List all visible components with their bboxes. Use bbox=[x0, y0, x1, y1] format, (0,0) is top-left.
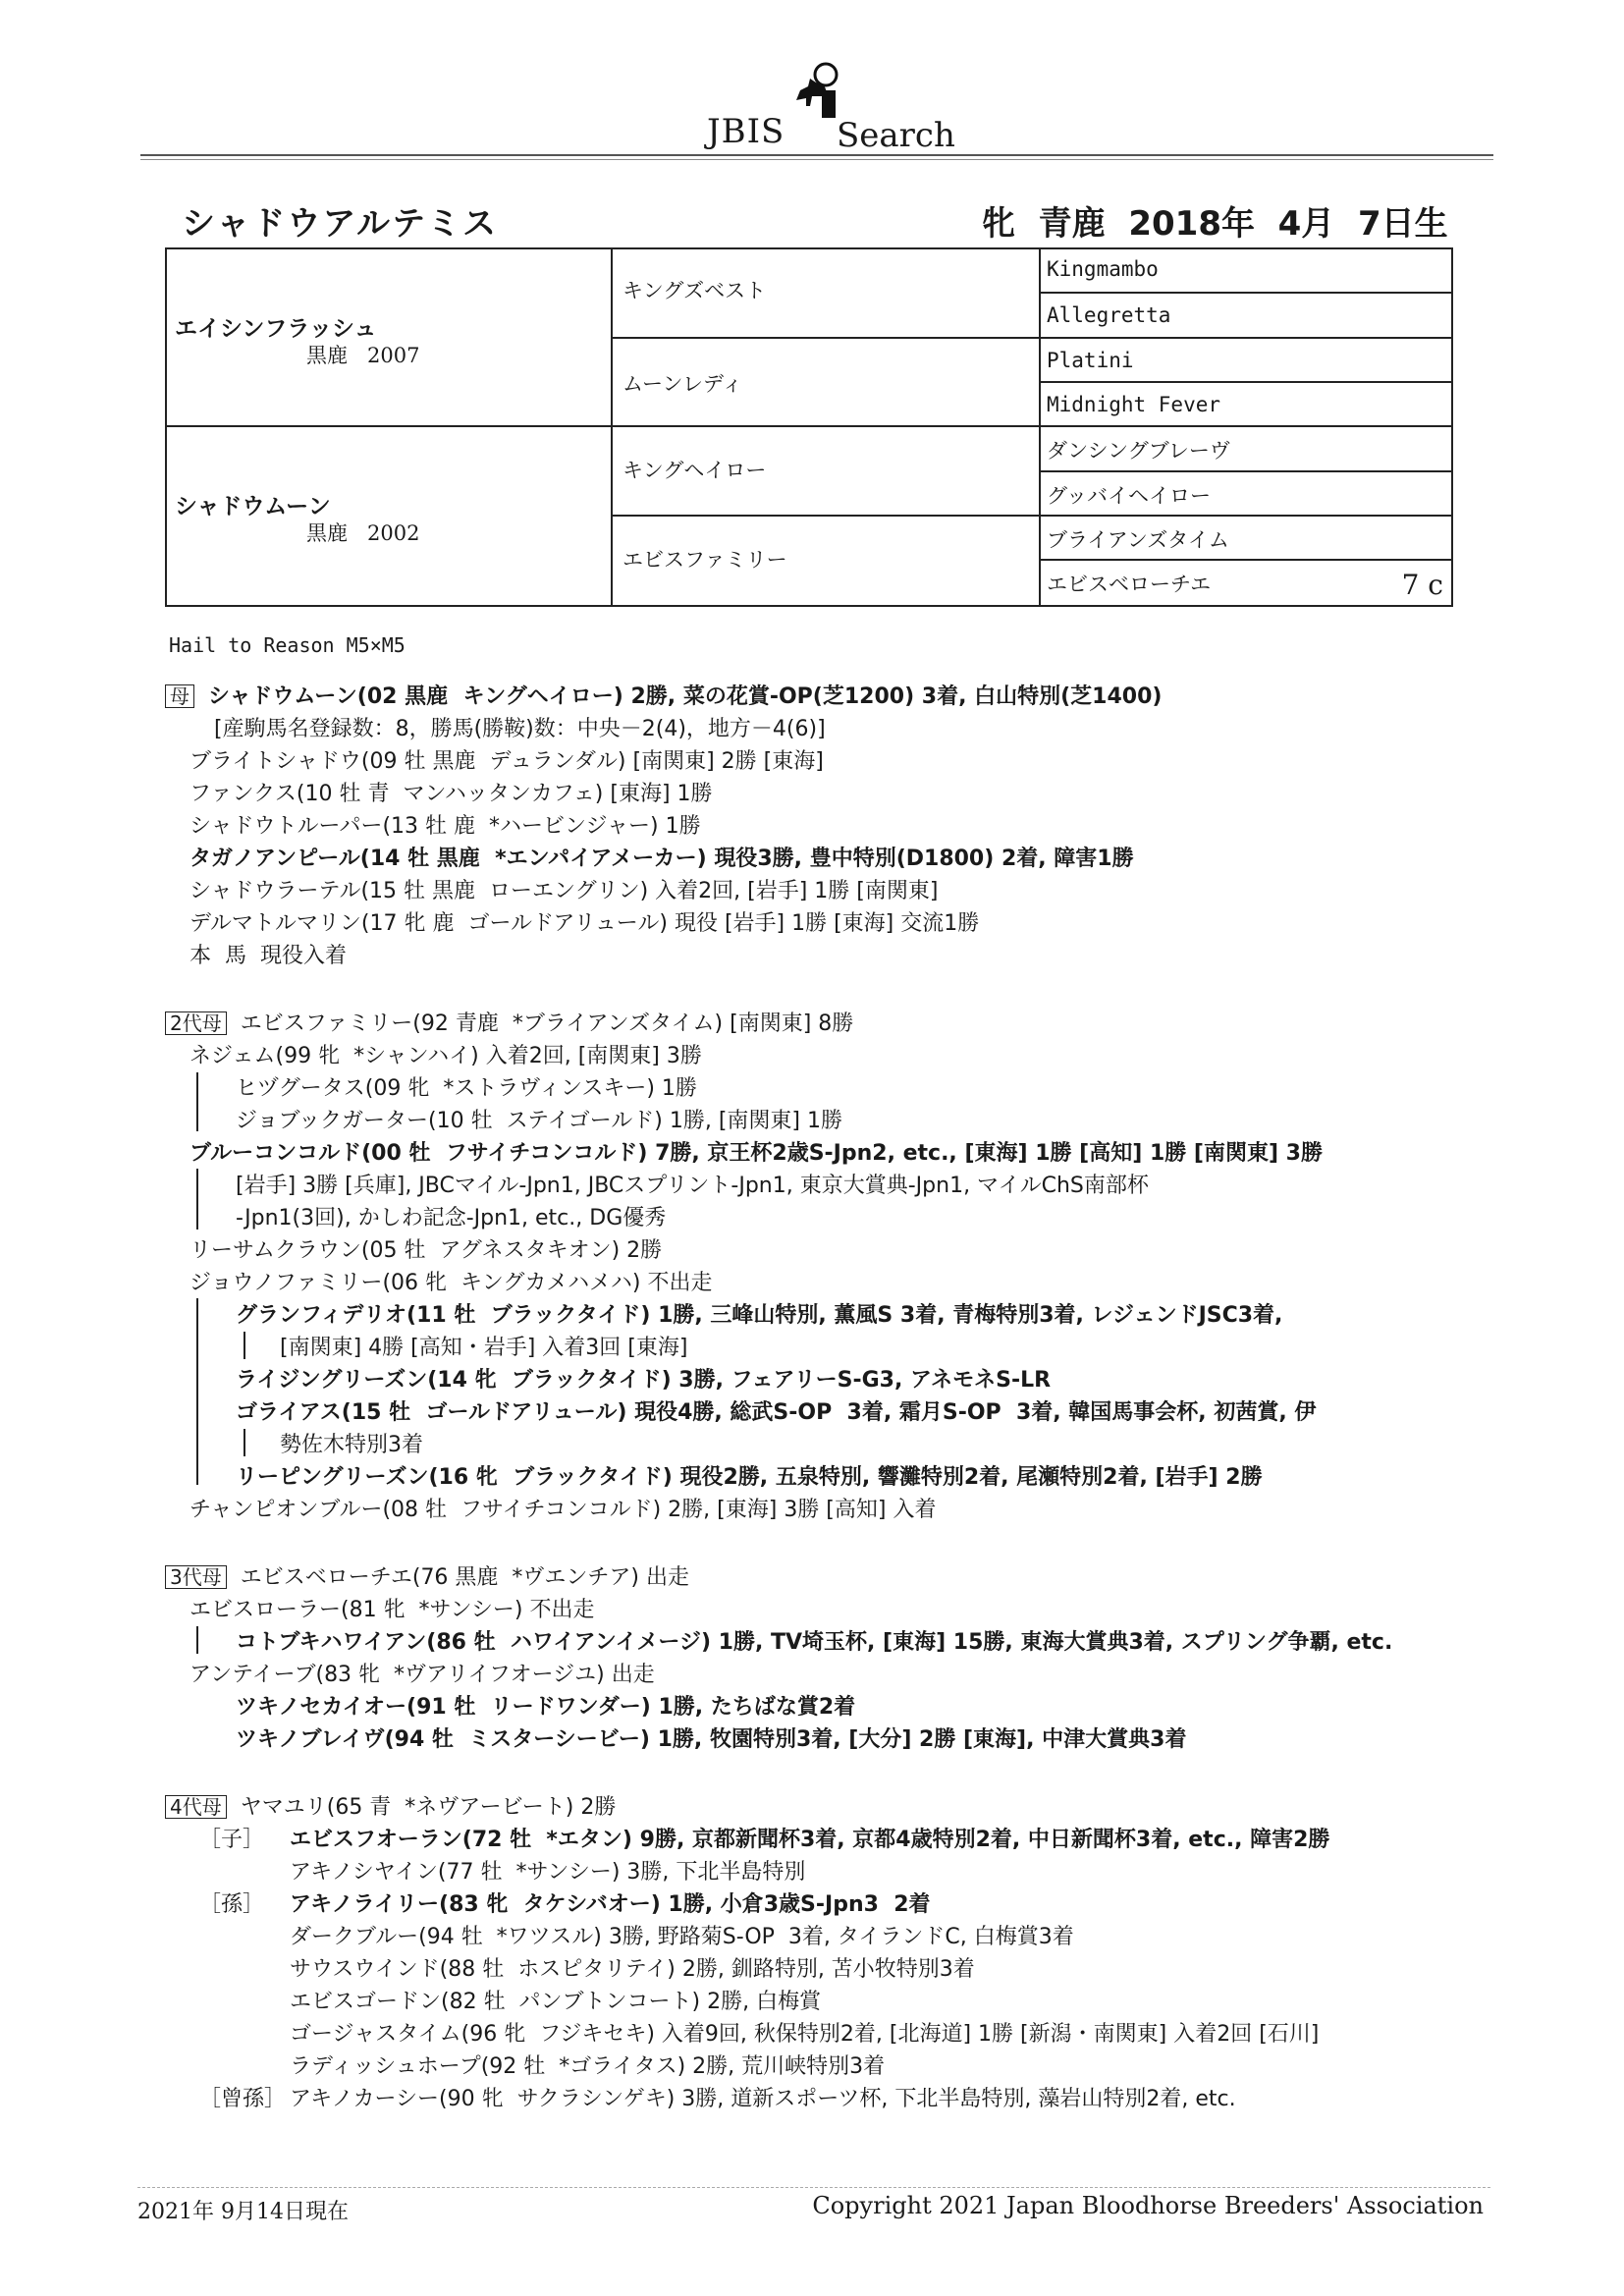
list-item: シャドウラーテル(15 牡 黒鹿 ローエングリン) 入着2回, [岩手] 1勝 [南関東] bbox=[189, 879, 939, 903]
pedigree-gen3-cell bbox=[1041, 427, 1451, 472]
footer-rule bbox=[137, 2187, 1490, 2188]
list-item: エビスゴードン(82 牡 パンブトンコート) 2勝, 白梅賞 bbox=[290, 1990, 822, 2014]
list-item: チャンピオンブルー(08 牡 フサイチコンコルド) 2勝, [東海] 3勝 [高知] 入着 bbox=[189, 1498, 937, 1522]
dam-cell bbox=[167, 427, 613, 605]
generation-label-great-grandchild: ［曾孫］ bbox=[199, 2087, 287, 2111]
dam-section-heading bbox=[165, 684, 1162, 710]
logo-search-text: Search bbox=[837, 116, 955, 155]
list-item-continued: 勢佐木特別3着 bbox=[280, 1433, 423, 1457]
tree-connector bbox=[244, 1429, 245, 1456]
footer-date: 2021年 9月14日現在 bbox=[137, 2200, 349, 2224]
footer-copyright: Copyright 2021 Japan Bloodhorse Breeders' Association bbox=[812, 2192, 1484, 2219]
list-item: ネジェム(99 牝 *シャンハイ) 入着2回, [南関東] 3勝 bbox=[189, 1044, 702, 1068]
list-item: タガノアンピール(14 牡 黒鹿 *エンパイアメーカー) 現役3勝, 豊中特別(D1800) 2着, 障害1勝 bbox=[189, 847, 1134, 871]
gen2-name: キングヘイロー bbox=[623, 459, 767, 482]
section-head: エビスベローチエ(76 黒鹿 *ヴエンチア) 出走 bbox=[240, 1565, 689, 1590]
list-item: ライジングリーズン(14 牝 ブラックタイド) 3勝, フェアリーS-G3, アネモネS-LR bbox=[236, 1368, 1052, 1393]
family-number: 7 c bbox=[1401, 569, 1443, 601]
gen3-name: Midnight Fever bbox=[1047, 393, 1221, 416]
pedigree-gen2-cell bbox=[613, 249, 1041, 339]
section-head: エビスファミリー(92 青鹿 *ブライアンズタイム) [南関東] 8勝 bbox=[240, 1011, 854, 1036]
list-item-continued: [岩手] 3勝 [兵庫], JBCマイル-Jpn1, JBCスプリント-Jpn1, 東京大賞典-Jpn1, マイルChS南部杯 bbox=[236, 1174, 1149, 1198]
list-item: グランフィデリオ(11 牡 ブラックタイド) 1勝, 三峰山特別, 薫風S 3着, 青梅特別3着, レジェンドJSC3着, bbox=[236, 1303, 1283, 1328]
section-head: ヤマユリ(65 青 *ネヴアービート) 2勝 bbox=[240, 1795, 617, 1820]
list-item: ツキノセカイオー(91 牡 リードワンダー) 1勝, たちばな賞2着 bbox=[236, 1695, 856, 1720]
gen3-name: Allegretta bbox=[1047, 303, 1171, 327]
list-item: ブライトシャドウ(09 牡 黒鹿 デュランダル) [南関東] 2勝 [東海] bbox=[189, 749, 824, 774]
section-tag: 4代母 bbox=[165, 1795, 227, 1819]
generation-label-grandchild: ［孫］ bbox=[199, 1892, 265, 1917]
tree-connector bbox=[196, 1298, 198, 1485]
list-item: ブルーコンコルド(00 牡 フサイチコンコルド) 7勝, 京王杯2歳S-Jpn2, etc., [東海] 1勝 [高知] 1勝 [南関東] 3勝 bbox=[189, 1141, 1323, 1166]
list-item: デルマトルマリン(17 牝 鹿 ゴールドアリュール) 現役 [岩手] 1勝 [東海] 交流1勝 bbox=[189, 911, 980, 936]
gen3-name: ブライアンズタイム bbox=[1047, 528, 1229, 552]
list-item: ヒヅグータス(09 牝 *ストラヴィンスキー) 1勝 bbox=[236, 1076, 697, 1101]
header-rule bbox=[140, 154, 1493, 156]
pedigree-gen3-cell bbox=[1041, 561, 1451, 605]
tree-connector bbox=[196, 1626, 198, 1654]
pedigree-gen3-cell bbox=[1041, 249, 1451, 294]
list-item: シャドウトルーパー(13 牡 鹿 *ハービンジャー) 1勝 bbox=[189, 814, 701, 839]
sire-cell bbox=[167, 249, 613, 427]
list-item: リーピングリーズン(16 牝 ブラックタイド) 現役2勝, 五泉特別, 響灘特別2着, 尾瀬特別2着, [岩手] 2勝 bbox=[236, 1465, 1263, 1490]
list-item: リーサムクラウン(05 牡 アグネスタキオン) 2勝 bbox=[189, 1238, 663, 1263]
generation-label-child: ［子］ bbox=[199, 1828, 265, 1852]
list-item: サウスウインド(88 牡 ホスピタリテイ) 2勝, 釧路特別, 苫小牧特別3着 bbox=[290, 1957, 975, 1982]
section-tag: 2代母 bbox=[165, 1011, 227, 1035]
gen3-name: Kingmambo bbox=[1047, 257, 1159, 281]
pedigree-table bbox=[165, 247, 1453, 607]
list-item: ツキノブレイヴ(94 牡 ミスターシービー) 1勝, 牧園特別3着, [大分] 2勝 [東海], 中津大賞典3着 bbox=[236, 1727, 1187, 1752]
gen3-name: Platini bbox=[1047, 349, 1134, 372]
list-item: エビスフオーラン(72 牡 *エタン) 9勝, 京都新聞杯3着, 京都4歳特別2着, 中日新聞杯3着, etc., 障害2勝 bbox=[290, 1828, 1330, 1852]
list-item: ダークブルー(94 牡 *ワツスル) 3勝, 野路菊S-OP 3着, タイランドC, 白梅賞3着 bbox=[290, 1925, 1074, 1949]
gen3-name: グッバイヘイロー bbox=[1047, 484, 1211, 508]
header-rule-thin bbox=[140, 159, 1493, 160]
dam-detail: 黒鹿 2002 bbox=[306, 521, 420, 545]
section-head: シャドウムーン(02 黒鹿 キングヘイロー) 2勝, 菜の花賞-OP(芝1200) 3着, 白山特別(芝1400) bbox=[208, 684, 1163, 709]
list-item: エビスローラー(81 牝 *サンシー) 不出走 bbox=[189, 1598, 595, 1622]
pedigree-gen3-cell bbox=[1041, 294, 1451, 339]
pedigree-gen2-cell bbox=[613, 427, 1041, 517]
horse-sex-color-birthdate: 牝 青鹿 2018年 4月 7日生 bbox=[982, 204, 1448, 244]
section-tag: 母 bbox=[165, 684, 194, 708]
fourth-dam-heading bbox=[165, 1795, 616, 1821]
gen2-name: ムーンレディ bbox=[623, 372, 743, 396]
third-dam-heading bbox=[165, 1565, 689, 1591]
list-item: アキノライリー(83 牝 タケシバオー) 1勝, 小倉3歳S-Jpn3 2着 bbox=[290, 1892, 931, 1917]
list-item: ゴージャスタイム(96 牝 フジキセキ) 入着9回, 秋保特別2着, [北海道] 1勝 [新潟・南関東] 入着2回 [石川] bbox=[290, 2022, 1320, 2047]
list-item: コトブキハワイアン(86 牡 ハワイアンイメージ) 1勝, TV埼玉杯, [東海] 15勝, 東海大賞典3着, スプリング争覇, etc. bbox=[236, 1630, 1393, 1655]
list-item: アキノシヤイン(77 牡 *サンシー) 3勝, 下北半島特別 bbox=[290, 1860, 806, 1885]
tree-connector bbox=[196, 1169, 198, 1230]
list-item: アキノカーシー(90 牝 サクラシンゲキ) 3勝, 道新スポーツ杯, 下北半島特別, 藻岩山特別2着, etc. bbox=[290, 2087, 1236, 2111]
section-tag: 3代母 bbox=[165, 1565, 227, 1589]
pedigree-gen3-cell bbox=[1041, 339, 1451, 383]
tree-connector bbox=[196, 1072, 198, 1131]
horse-magnifier-icon bbox=[788, 61, 843, 122]
list-item: ラディッシュホープ(92 牡 *ゴライタス) 2勝, 荒川峡特別3着 bbox=[290, 2054, 886, 2079]
gen2-name: エビスファミリー bbox=[623, 548, 787, 572]
list-item: ゴライアス(15 牡 ゴールドアリュール) 現役4勝, 総武S-OP 3着, 霜月S-OP 3着, 韓国馬事会杯, 初茜賞, 伊 bbox=[236, 1400, 1317, 1425]
pedigree-gen2-cell bbox=[613, 339, 1041, 427]
list-item-continued: [南関東] 4勝 [高知・岩手] 入着3回 [東海] bbox=[280, 1336, 688, 1360]
list-item-continued: -Jpn1(3回), かしわ記念-Jpn1, etc., DG優秀 bbox=[236, 1206, 667, 1230]
gen2-name: キングズベスト bbox=[623, 279, 767, 302]
jbis-search-logo bbox=[687, 61, 955, 155]
list-item: アンテイーブ(83 牝 *ヴアリイフオージユ) 出走 bbox=[189, 1663, 655, 1687]
list-item: 本 馬 現役入着 bbox=[189, 944, 347, 968]
sire-name: エイシンフラッシュ bbox=[175, 316, 377, 342]
pedigree-gen3-cell bbox=[1041, 383, 1451, 427]
list-item: ファンクス(10 牡 青 マンハッタンカフェ) [東海] 1勝 bbox=[189, 782, 713, 806]
inbreeding-note: Hail to Reason M5×M5 bbox=[169, 633, 406, 657]
list-item: ジョブックガーター(10 牡 ステイゴールド) 1勝, [南関東] 1勝 bbox=[236, 1109, 842, 1133]
dam-name: シャドウムーン bbox=[175, 494, 331, 519]
gen3-name: ダンシングブレーヴ bbox=[1047, 439, 1230, 463]
tree-connector bbox=[244, 1332, 245, 1359]
pedigree-gen3-cell bbox=[1041, 517, 1451, 561]
dam-produce-stats: [産駒馬名登録数：8，勝馬(勝鞍)数：中央－2(4)，地方－4(6)] bbox=[214, 717, 826, 741]
pedigree-gen3-cell bbox=[1041, 472, 1451, 517]
sire-detail: 黒鹿 2007 bbox=[306, 344, 420, 367]
horse-name: シャドウアルテミス bbox=[182, 204, 498, 244]
list-item: ジョウノファミリー(06 牝 キングカメハメハ) 不出走 bbox=[189, 1271, 713, 1295]
second-dam-heading bbox=[165, 1011, 853, 1037]
gen3-name: エビスベローチエ bbox=[1047, 573, 1212, 596]
logo-jbis-text: JBIS bbox=[707, 112, 785, 151]
pedigree-gen2-cell bbox=[613, 517, 1041, 605]
